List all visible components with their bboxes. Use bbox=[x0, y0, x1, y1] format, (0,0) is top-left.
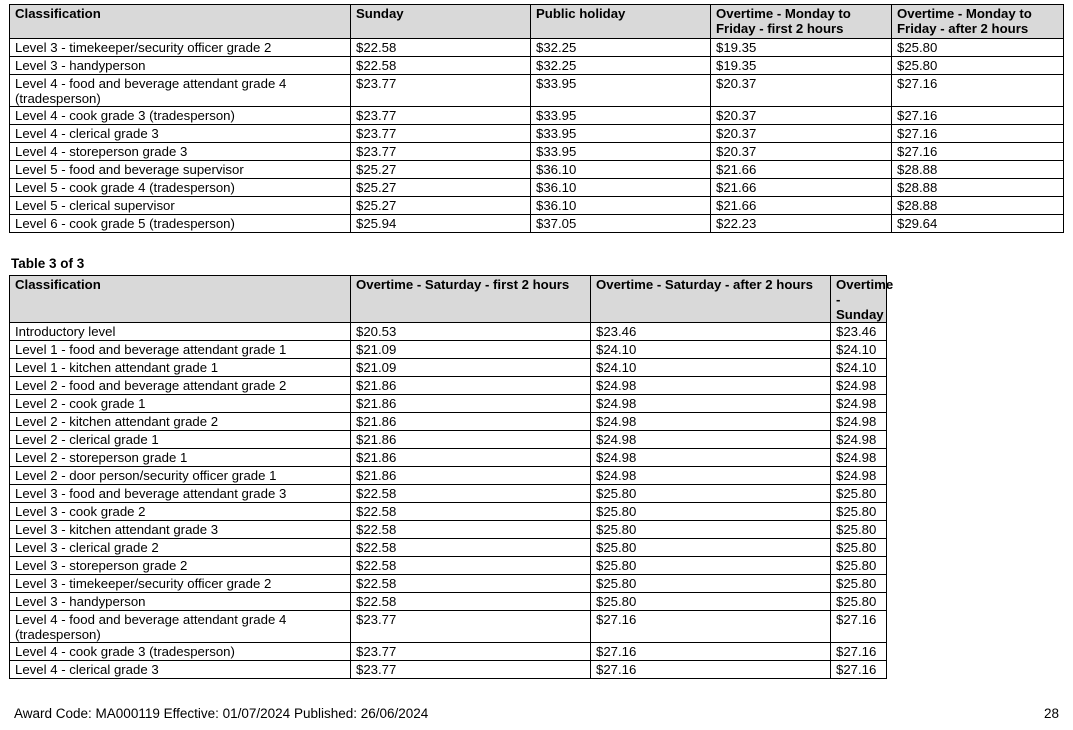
table-row bbox=[10, 575, 887, 593]
table-row bbox=[10, 611, 887, 643]
rate-cell: $24.10 bbox=[591, 341, 831, 359]
classification-cell: Level 4 - food and beverage attendant grade 4 (tradesperson) bbox=[10, 75, 351, 107]
classification-cell: Level 4 - storeperson grade 3 bbox=[10, 143, 351, 161]
rate-cell: $25.27 bbox=[351, 179, 531, 197]
rate-cell: $23.77 bbox=[351, 107, 531, 125]
rate-cell: $27.16 bbox=[591, 661, 831, 679]
table-body bbox=[10, 323, 887, 679]
classification-cell: Level 3 - food and beverage attendant grade 3 bbox=[10, 485, 351, 503]
table-row bbox=[10, 539, 887, 557]
classification-cell: Level 3 - handyperson bbox=[10, 593, 351, 611]
rate-cell: $25.80 bbox=[591, 593, 831, 611]
classification-cell: Level 2 - food and beverage attendant grade 2 bbox=[10, 377, 351, 395]
table-row bbox=[10, 449, 887, 467]
rate-cell: $19.35 bbox=[711, 57, 892, 75]
table-row bbox=[10, 75, 1064, 107]
table-row bbox=[10, 467, 887, 485]
table-row bbox=[10, 395, 887, 413]
rate-cell: $24.98 bbox=[591, 413, 831, 431]
rate-cell: $25.80 bbox=[831, 575, 887, 593]
classification-cell: Level 2 - cook grade 1 bbox=[10, 395, 351, 413]
table-body bbox=[10, 39, 1064, 233]
rate-cell: $24.98 bbox=[831, 413, 887, 431]
rate-cell: $23.46 bbox=[591, 323, 831, 341]
rate-cell: $25.80 bbox=[591, 557, 831, 575]
rate-cell: $33.95 bbox=[531, 107, 711, 125]
rate-cell: $25.80 bbox=[892, 39, 1064, 57]
rate-cell: $28.88 bbox=[892, 161, 1064, 179]
classification-cell: Level 3 - handyperson bbox=[10, 57, 351, 75]
table-row bbox=[10, 359, 887, 377]
rate-cell: $27.16 bbox=[892, 75, 1064, 107]
table-row bbox=[10, 661, 887, 679]
rate-cell: $36.10 bbox=[531, 179, 711, 197]
classification-cell: Level 4 - clerical grade 3 bbox=[10, 125, 351, 143]
rate-cell: $21.86 bbox=[351, 449, 591, 467]
rate-cell: $23.46 bbox=[831, 323, 887, 341]
rate-cell: $21.66 bbox=[711, 161, 892, 179]
table-row bbox=[10, 485, 887, 503]
table-row bbox=[10, 197, 1064, 215]
table-row bbox=[10, 179, 1064, 197]
rate-cell: $25.27 bbox=[351, 161, 531, 179]
page-footer: Award Code: MA000119 Effective: 01/07/2024 Published: 26/06/2024 bbox=[14, 706, 429, 721]
rate-cell: $24.98 bbox=[831, 395, 887, 413]
rate-cell: $24.98 bbox=[591, 377, 831, 395]
rate-cell: $25.94 bbox=[351, 215, 531, 233]
rate-cell: $20.37 bbox=[711, 75, 892, 107]
rate-cell: $24.98 bbox=[591, 431, 831, 449]
table-row bbox=[10, 593, 887, 611]
rate-cell: $23.77 bbox=[351, 661, 591, 679]
rate-cell: $21.86 bbox=[351, 377, 591, 395]
table-row bbox=[10, 323, 887, 341]
column-header: Public holiday bbox=[531, 5, 711, 39]
rate-cell: $21.09 bbox=[351, 359, 591, 377]
classification-cell: Level 6 - cook grade 5 (tradesperson) bbox=[10, 215, 351, 233]
rate-cell: $32.25 bbox=[531, 39, 711, 57]
column-header: Overtime - Sunday bbox=[831, 276, 887, 323]
column-header: Overtime - Monday to Friday - after 2 hours bbox=[892, 5, 1064, 39]
rate-cell: $27.16 bbox=[892, 107, 1064, 125]
rate-cell: $27.16 bbox=[892, 125, 1064, 143]
rate-cell: $27.16 bbox=[591, 611, 831, 643]
classification-cell: Level 4 - food and beverage attendant grade 4 (tradesperson) bbox=[10, 611, 351, 643]
rate-cell: $27.16 bbox=[591, 643, 831, 661]
rate-cell: $25.80 bbox=[831, 557, 887, 575]
page-number: 28 bbox=[1043, 706, 1059, 721]
rate-cell: $27.16 bbox=[892, 143, 1064, 161]
table-row bbox=[10, 143, 1064, 161]
classification-cell: Level 3 - timekeeper/security officer grade 2 bbox=[10, 39, 351, 57]
table-header-row bbox=[10, 5, 1064, 39]
table-row bbox=[10, 503, 887, 521]
rate-cell: $24.98 bbox=[591, 467, 831, 485]
table-row bbox=[10, 57, 1064, 75]
rate-cell: $23.77 bbox=[351, 143, 531, 161]
rate-cell: $21.86 bbox=[351, 413, 591, 431]
table-row bbox=[10, 377, 887, 395]
column-header: Classification bbox=[10, 276, 351, 323]
table-row bbox=[10, 341, 887, 359]
rate-cell: $21.86 bbox=[351, 467, 591, 485]
rate-cell: $25.80 bbox=[892, 57, 1064, 75]
rate-cell: $33.95 bbox=[531, 125, 711, 143]
rate-cell: $25.80 bbox=[591, 521, 831, 539]
column-header: Overtime - Saturday - first 2 hours bbox=[351, 276, 591, 323]
classification-cell: Introductory level bbox=[10, 323, 351, 341]
rate-cell: $25.80 bbox=[831, 539, 887, 557]
table-caption: Table 3 of 3 bbox=[11, 256, 85, 271]
rate-cell: $25.80 bbox=[591, 503, 831, 521]
classification-cell: Level 5 - clerical supervisor bbox=[10, 197, 351, 215]
rate-cell: $21.66 bbox=[711, 197, 892, 215]
table-2-of-3 bbox=[9, 4, 1064, 233]
classification-cell: Level 1 - food and beverage attendant grade 1 bbox=[10, 341, 351, 359]
rate-cell: $22.58 bbox=[351, 485, 591, 503]
rate-cell: $24.98 bbox=[831, 377, 887, 395]
classification-cell: Level 4 - cook grade 3 (tradesperson) bbox=[10, 107, 351, 125]
classification-cell: Level 5 - cook grade 4 (tradesperson) bbox=[10, 179, 351, 197]
rate-cell: $21.86 bbox=[351, 431, 591, 449]
rate-cell: $27.16 bbox=[831, 643, 887, 661]
rate-cell: $22.58 bbox=[351, 575, 591, 593]
classification-cell: Level 4 - clerical grade 3 bbox=[10, 661, 351, 679]
table-3-of-3 bbox=[9, 275, 894, 679]
rate-cell: $24.98 bbox=[831, 431, 887, 449]
classification-cell: Level 3 - timekeeper/security officer grade 2 bbox=[10, 575, 351, 593]
classification-cell: Level 1 - kitchen attendant grade 1 bbox=[10, 359, 351, 377]
table-row bbox=[10, 413, 887, 431]
rate-cell: $23.77 bbox=[351, 643, 591, 661]
rate-cell: $32.25 bbox=[531, 57, 711, 75]
table-row bbox=[10, 125, 1064, 143]
rate-cell: $36.10 bbox=[531, 161, 711, 179]
table-row bbox=[10, 161, 1064, 179]
column-header: Overtime - Monday to Friday - first 2 hours bbox=[711, 5, 892, 39]
rate-cell: $24.10 bbox=[591, 359, 831, 377]
rate-cell: $25.80 bbox=[831, 593, 887, 611]
rate-cell: $25.80 bbox=[591, 539, 831, 557]
rate-cell: $37.05 bbox=[531, 215, 711, 233]
table-row bbox=[10, 431, 887, 449]
rate-cell: $24.10 bbox=[831, 359, 887, 377]
rate-cell: $20.37 bbox=[711, 107, 892, 125]
table-row bbox=[10, 215, 1064, 233]
classification-cell: Level 3 - kitchen attendant grade 3 bbox=[10, 521, 351, 539]
rate-cell: $22.58 bbox=[351, 39, 531, 57]
classification-cell: Level 5 - food and beverage supervisor bbox=[10, 161, 351, 179]
rate-cell: $22.58 bbox=[351, 557, 591, 575]
rate-cell: $28.88 bbox=[892, 179, 1064, 197]
rate-cell: $22.58 bbox=[351, 503, 591, 521]
rate-cell: $25.80 bbox=[591, 575, 831, 593]
table-row bbox=[10, 557, 887, 575]
rate-cell: $27.16 bbox=[831, 611, 887, 643]
rate-cell: $36.10 bbox=[531, 197, 711, 215]
classification-cell: Level 2 - door person/security officer grade 1 bbox=[10, 467, 351, 485]
rate-cell: $22.58 bbox=[351, 539, 591, 557]
rate-cell: $19.35 bbox=[711, 39, 892, 57]
table-row bbox=[10, 107, 1064, 125]
classification-cell: Level 4 - cook grade 3 (tradesperson) bbox=[10, 643, 351, 661]
column-header: Classification bbox=[10, 5, 351, 39]
rate-cell: $24.98 bbox=[831, 467, 887, 485]
rate-cell: $23.77 bbox=[351, 75, 531, 107]
rate-cell: $24.98 bbox=[831, 449, 887, 467]
rate-cell: $20.37 bbox=[711, 143, 892, 161]
classification-cell: Level 2 - storeperson grade 1 bbox=[10, 449, 351, 467]
classification-cell: Level 3 - clerical grade 2 bbox=[10, 539, 351, 557]
rate-cell: $33.95 bbox=[531, 143, 711, 161]
rate-cell: $22.58 bbox=[351, 57, 531, 75]
table-row bbox=[10, 643, 887, 661]
rate-cell: $24.98 bbox=[591, 449, 831, 467]
rate-cell: $33.95 bbox=[531, 75, 711, 107]
rate-cell: $22.58 bbox=[351, 593, 591, 611]
classification-cell: Level 3 - cook grade 2 bbox=[10, 503, 351, 521]
rate-cell: $20.53 bbox=[351, 323, 591, 341]
rate-cell: $24.98 bbox=[591, 395, 831, 413]
rate-cell: $25.80 bbox=[831, 503, 887, 521]
table-row bbox=[10, 521, 887, 539]
rate-cell: $23.77 bbox=[351, 125, 531, 143]
rate-cell: $20.37 bbox=[711, 125, 892, 143]
column-header: Sunday bbox=[351, 5, 531, 39]
rate-cell: $21.86 bbox=[351, 395, 591, 413]
rate-cell: $22.58 bbox=[351, 521, 591, 539]
rate-cell: $25.80 bbox=[831, 521, 887, 539]
rate-cell: $21.09 bbox=[351, 341, 591, 359]
rate-cell: $25.80 bbox=[831, 485, 887, 503]
rate-cell: $24.10 bbox=[831, 341, 887, 359]
rate-cell: $28.88 bbox=[892, 197, 1064, 215]
rate-cell: $22.23 bbox=[711, 215, 892, 233]
rate-cell: $23.77 bbox=[351, 611, 591, 643]
rate-cell: $27.16 bbox=[831, 661, 887, 679]
column-header: Overtime - Saturday - after 2 hours bbox=[591, 276, 831, 323]
table-row bbox=[10, 39, 1064, 57]
classification-cell: Level 2 - kitchen attendant grade 2 bbox=[10, 413, 351, 431]
table-header-row bbox=[10, 276, 887, 323]
rate-cell: $25.80 bbox=[591, 485, 831, 503]
rate-cell: $21.66 bbox=[711, 179, 892, 197]
classification-cell: Level 2 - clerical grade 1 bbox=[10, 431, 351, 449]
rate-cell: $25.27 bbox=[351, 197, 531, 215]
classification-cell: Level 3 - storeperson grade 2 bbox=[10, 557, 351, 575]
rate-cell: $29.64 bbox=[892, 215, 1064, 233]
